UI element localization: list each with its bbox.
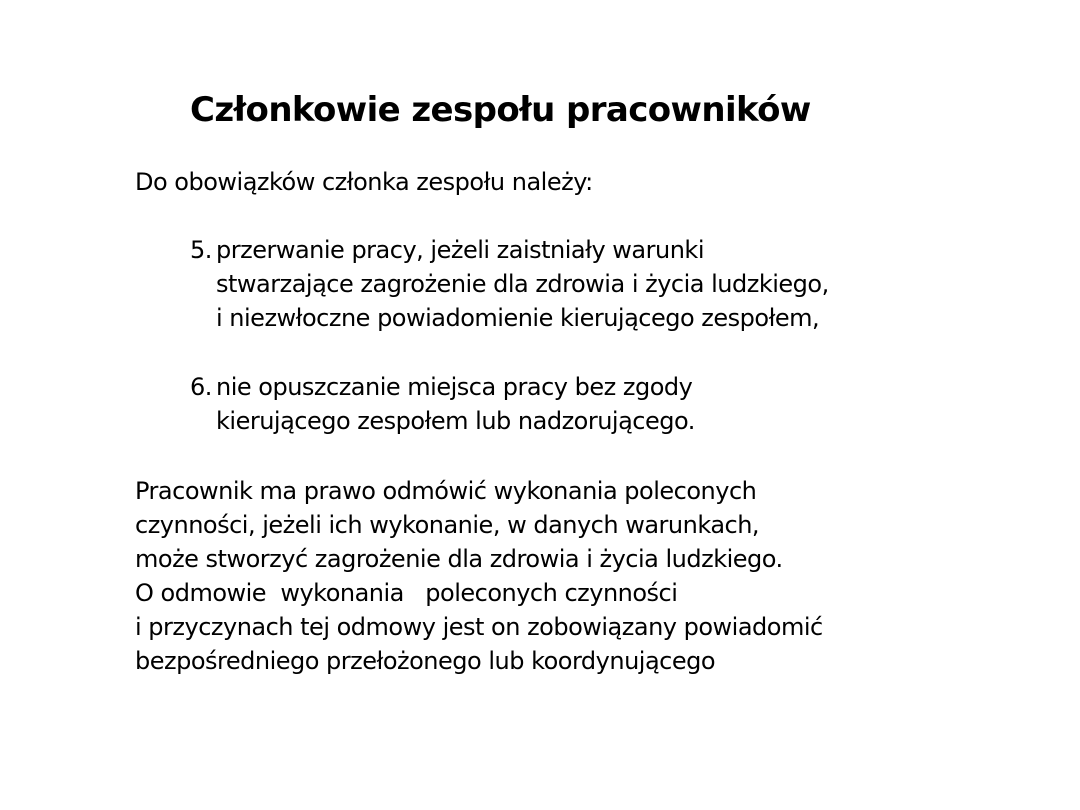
slide-title: Członkowie zespołu pracowników	[190, 90, 811, 130]
paragraph-line: O odmowie wykonania poleconych czynności	[135, 579, 678, 607]
list-item-number: 5.	[190, 236, 212, 264]
list-item-6	[190, 370, 695, 438]
list-item-number: 6.	[190, 373, 212, 401]
list-item-line: kierującego zespołem lub nadzorującego.	[216, 407, 695, 435]
list-item-line: i niezwłoczne powiadomienie kierującego zespołem,	[216, 304, 820, 332]
paragraph	[135, 474, 823, 678]
intro-text: Do obowiązków członka zespołu należy:	[135, 168, 593, 196]
list-item-body	[216, 370, 695, 438]
paragraph-line: czynności, jeżeli ich wykonanie, w danych warunkach,	[135, 511, 760, 539]
list-item-body	[216, 233, 829, 335]
paragraph-line: może stworzyć zagrożenie dla zdrowia i życia ludzkiego.	[135, 545, 783, 573]
list-item-line: przerwanie pracy, jeżeli zaistniały warunki	[216, 236, 704, 264]
list-item-5	[190, 233, 829, 335]
list-item-line: nie opuszczanie miejsca pracy bez zgody	[216, 373, 693, 401]
list-item-line: stwarzające zagrożenie dla zdrowia i życia ludzkiego,	[216, 270, 829, 298]
paragraph-line: Pracownik ma prawo odmówić wykonania poleconych	[135, 477, 757, 505]
paragraph-line: i przyczynach tej odmowy jest on zobowiązany powiadomić	[135, 613, 823, 641]
paragraph-line: bezpośredniego przełożonego lub koordynującego	[135, 647, 716, 675]
